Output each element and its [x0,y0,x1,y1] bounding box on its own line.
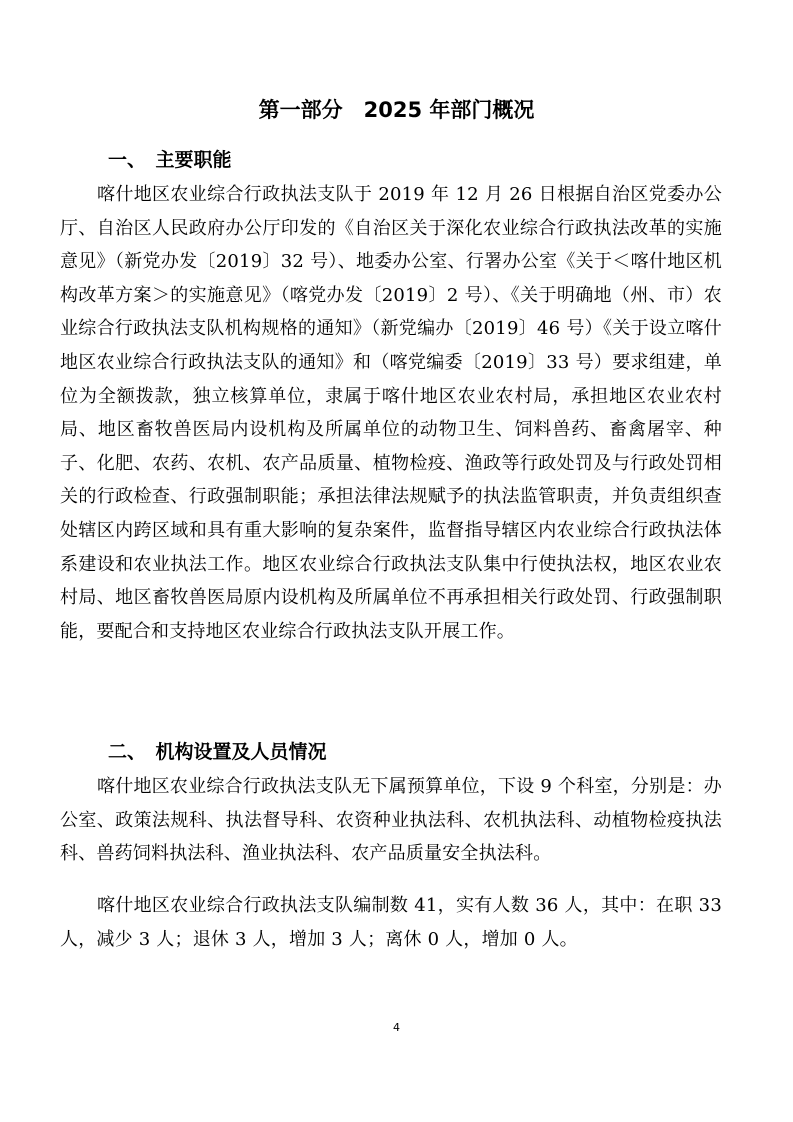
paragraph-organization-structure: 喀什地区农业综合行政执法支队无下属预算单位，下设 9 个科室，分别是：办公室、政策法规科、执法督导科、农资种业执法科、农机执法科、动植物检疫执法科、兽药饲料执法科、渔业执法科、农产品质量安全执法科。 [60,776,722,865]
paragraph-main-functions: 喀什地区农业综合行政执法支队于 2019 年 12 月 26 日根据自治区党委办公厅、自治区人民政府办公厅印发的《自治区关于深化农业综合行政执法改革的实施意见》（新党办发〔2019〕32 号）、地委办公室、行署办公室《关于＜喀什地区机构改革方案＞的实施意见》（喀党办发〔2019〕2 号）、《关于明确地（州、市）农业综合行政执法支队机构规格的通知》（新党编办〔2019〕46 号）《关于设立喀什地区农业综合行政执法支队的通知》和（喀党编委〔2019〕33 号）要求组建，单位为全额拨款，独立核算单位，隶属于喀什地区农业农村局，承担地区农业农村局、地区畜牧兽医局内设机构及所属单位的动物卫生、饲料兽药、畜禽屠宰、种子、化肥、农药、农机、农产品质量、植物检疫、渔政等行政处罚及与行政处罚相关的行政检查、行政强制职能；承担法律法规赋予的执法监管职责，并负责组织查处辖区内跨区域和具有重大影响的复杂案件，监督指导辖区内农业综合行政执法体系建设和农业执法工作。地区农业综合行政执法支队集中行使执法权，地区农业农村局、地区畜牧兽医局原内设机构及所属单位不再承担相关行政处罚、行政强制职能，要配合和支持地区农业综合行政执法支队开展工作。 [60,184,722,642]
paragraph-staff-numbers: 喀什地区农业综合行政执法支队编制数 41，实有人数 36 人，其中：在职 33 人，减少 3 人；退休 3 人，增加 3 人；离休 0 人，增加 0 人。 [60,895,722,950]
page-number: 4 [393,1021,400,1034]
section-heading-main-functions: 一、 主要职能 [108,149,232,171]
page-title: 第一部分 2025 年部门概况 [258,98,535,122]
section-heading-organization-staff: 二、 机构设置及人员情况 [108,741,327,763]
